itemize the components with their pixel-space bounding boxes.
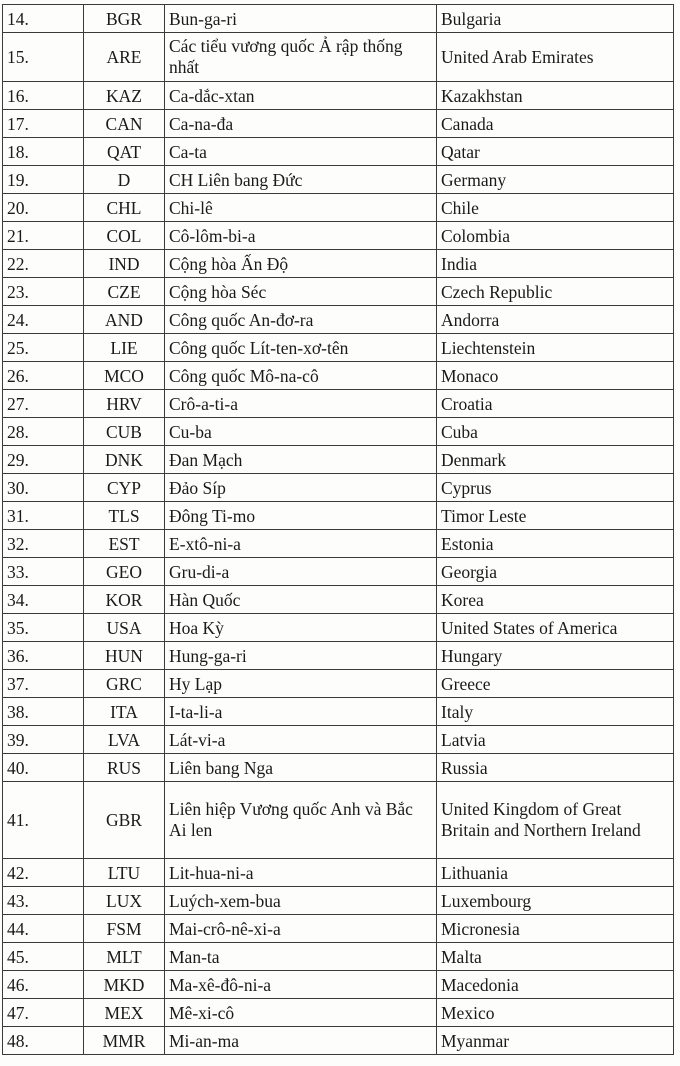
english-name: Chile <box>437 194 674 222</box>
country-code: MKD <box>84 971 165 999</box>
country-code: COL <box>84 222 165 250</box>
row-number: 17. <box>3 110 84 138</box>
vietnamese-name: Crô-a-ti-a <box>165 390 437 418</box>
row-number: 32. <box>3 530 84 558</box>
country-code: MMR <box>84 1027 165 1055</box>
vietnamese-name: Hoa Kỳ <box>165 614 437 642</box>
table-row <box>3 859 674 887</box>
country-code: LVA <box>84 726 165 754</box>
english-name: Cyprus <box>437 474 674 502</box>
table-row <box>3 418 674 446</box>
country-code: CZE <box>84 278 165 306</box>
row-number: 39. <box>3 726 84 754</box>
country-code: ITA <box>84 698 165 726</box>
row-number: 38. <box>3 698 84 726</box>
row-number: 34. <box>3 586 84 614</box>
vietnamese-name: Liên hiệp Vương quốc Anh và Bắc Ai len <box>165 782 437 859</box>
table-row <box>3 446 674 474</box>
english-name: Colombia <box>437 222 674 250</box>
english-name: Timor Leste <box>437 502 674 530</box>
vietnamese-name: Các tiểu vương quốc Ả rập thống nhất <box>165 33 437 82</box>
country-code: EST <box>84 530 165 558</box>
row-number: 29. <box>3 446 84 474</box>
country-code: IND <box>84 250 165 278</box>
country-code: CHL <box>84 194 165 222</box>
row-number: 21. <box>3 222 84 250</box>
country-code: KAZ <box>84 82 165 110</box>
vietnamese-name: Mai-crô-nê-xi-a <box>165 915 437 943</box>
table-row <box>3 166 674 194</box>
table-row <box>3 999 674 1027</box>
row-number: 19. <box>3 166 84 194</box>
english-name: Andorra <box>437 306 674 334</box>
table-row <box>3 474 674 502</box>
vietnamese-name: Cô-lôm-bi-a <box>165 222 437 250</box>
country-code: FSM <box>84 915 165 943</box>
vietnamese-name: E-xtô-ni-a <box>165 530 437 558</box>
row-number: 24. <box>3 306 84 334</box>
country-code: HUN <box>84 642 165 670</box>
table-row <box>3 138 674 166</box>
row-number: 28. <box>3 418 84 446</box>
english-name: Latvia <box>437 726 674 754</box>
english-name: Bulgaria <box>437 5 674 33</box>
country-code: GBR <box>84 782 165 859</box>
vietnamese-name: Lát-vi-a <box>165 726 437 754</box>
vietnamese-name: Ca-ta <box>165 138 437 166</box>
country-code: BGR <box>84 5 165 33</box>
country-code: DNK <box>84 446 165 474</box>
table-row <box>3 558 674 586</box>
country-code: MLT <box>84 943 165 971</box>
english-name: Cuba <box>437 418 674 446</box>
vietnamese-name: Ca-na-đa <box>165 110 437 138</box>
row-number: 43. <box>3 887 84 915</box>
country-code: HRV <box>84 390 165 418</box>
vietnamese-name: Bun-ga-ri <box>165 5 437 33</box>
table-row <box>3 670 674 698</box>
row-number: 40. <box>3 754 84 782</box>
table-row <box>3 222 674 250</box>
country-code: MEX <box>84 999 165 1027</box>
row-number: 41. <box>3 782 84 859</box>
country-code: CYP <box>84 474 165 502</box>
row-number: 42. <box>3 859 84 887</box>
row-number: 23. <box>3 278 84 306</box>
row-number: 46. <box>3 971 84 999</box>
vietnamese-name: Cu-ba <box>165 418 437 446</box>
english-name: Luxembourg <box>437 887 674 915</box>
english-name: United States of America <box>437 614 674 642</box>
vietnamese-name: Cộng hòa Ấn Độ <box>165 250 437 278</box>
table-row <box>3 971 674 999</box>
table-row <box>3 306 674 334</box>
english-name: Hungary <box>437 642 674 670</box>
row-number: 18. <box>3 138 84 166</box>
country-code-table <box>2 4 674 1055</box>
row-number: 14. <box>3 5 84 33</box>
english-name: Italy <box>437 698 674 726</box>
vietnamese-name: Công quốc An-đơ-ra <box>165 306 437 334</box>
vietnamese-name: Hàn Quốc <box>165 586 437 614</box>
table-row <box>3 194 674 222</box>
table-row <box>3 250 674 278</box>
table-row <box>3 586 674 614</box>
english-name: Estonia <box>437 530 674 558</box>
row-number: 30. <box>3 474 84 502</box>
table-row <box>3 782 674 859</box>
country-code: LUX <box>84 887 165 915</box>
row-number: 16. <box>3 82 84 110</box>
table-row <box>3 362 674 390</box>
english-name: United Arab Emirates <box>437 33 674 82</box>
english-name: Croatia <box>437 390 674 418</box>
vietnamese-name: Mê-xi-cô <box>165 999 437 1027</box>
vietnamese-name: Công quốc Lít-ten-xơ-tên <box>165 334 437 362</box>
row-number: 45. <box>3 943 84 971</box>
country-code: RUS <box>84 754 165 782</box>
country-code: AND <box>84 306 165 334</box>
table-row <box>3 698 674 726</box>
row-number: 36. <box>3 642 84 670</box>
row-number: 47. <box>3 999 84 1027</box>
table-row <box>3 334 674 362</box>
row-number: 22. <box>3 250 84 278</box>
country-code: QAT <box>84 138 165 166</box>
english-name: Canada <box>437 110 674 138</box>
english-name: Lithuania <box>437 859 674 887</box>
english-name: Denmark <box>437 446 674 474</box>
table-row <box>3 915 674 943</box>
table-row <box>3 642 674 670</box>
english-name: Malta <box>437 943 674 971</box>
vietnamese-name: Ca-dắc-xtan <box>165 82 437 110</box>
row-number: 48. <box>3 1027 84 1055</box>
vietnamese-name: Lit-hua-ni-a <box>165 859 437 887</box>
english-name: Kazakhstan <box>437 82 674 110</box>
vietnamese-name: CH Liên bang Đức <box>165 166 437 194</box>
vietnamese-name: Liên bang Nga <box>165 754 437 782</box>
table-row <box>3 110 674 138</box>
country-code: KOR <box>84 586 165 614</box>
table-row <box>3 5 674 33</box>
english-name: Russia <box>437 754 674 782</box>
table-row <box>3 614 674 642</box>
vietnamese-name: Cộng hòa Séc <box>165 278 437 306</box>
english-name: Qatar <box>437 138 674 166</box>
english-name: Greece <box>437 670 674 698</box>
english-name: Germany <box>437 166 674 194</box>
table-row <box>3 82 674 110</box>
vietnamese-name: Luých-xem-bua <box>165 887 437 915</box>
table-row <box>3 887 674 915</box>
table-row <box>3 33 674 82</box>
english-name: Liechtenstein <box>437 334 674 362</box>
english-name: Korea <box>437 586 674 614</box>
vietnamese-name: Mi-an-ma <box>165 1027 437 1055</box>
country-code: LIE <box>84 334 165 362</box>
country-code: LTU <box>84 859 165 887</box>
vietnamese-name: Hy Lạp <box>165 670 437 698</box>
english-name: Mexico <box>437 999 674 1027</box>
table-row <box>3 530 674 558</box>
country-code: CAN <box>84 110 165 138</box>
vietnamese-name: Đan Mạch <box>165 446 437 474</box>
row-number: 26. <box>3 362 84 390</box>
vietnamese-name: Gru-di-a <box>165 558 437 586</box>
english-name: Myanmar <box>437 1027 674 1055</box>
vietnamese-name: Ma-xê-đô-ni-a <box>165 971 437 999</box>
table-row <box>3 1027 674 1055</box>
row-number: 20. <box>3 194 84 222</box>
vietnamese-name: Đảo Síp <box>165 474 437 502</box>
row-number: 15. <box>3 33 84 82</box>
english-name: United Kingdom of Great Britain and Northern Ireland <box>437 782 674 859</box>
row-number: 35. <box>3 614 84 642</box>
row-number: 31. <box>3 502 84 530</box>
table-row <box>3 278 674 306</box>
row-number: 33. <box>3 558 84 586</box>
vietnamese-name: Man-ta <box>165 943 437 971</box>
country-code: CUB <box>84 418 165 446</box>
table-row <box>3 754 674 782</box>
english-name: Micronesia <box>437 915 674 943</box>
country-code: ARE <box>84 33 165 82</box>
country-code: GEO <box>84 558 165 586</box>
vietnamese-name: Công quốc Mô-na-cô <box>165 362 437 390</box>
row-number: 44. <box>3 915 84 943</box>
table-row <box>3 726 674 754</box>
row-number: 27. <box>3 390 84 418</box>
english-name: Georgia <box>437 558 674 586</box>
vietnamese-name: Hung-ga-ri <box>165 642 437 670</box>
row-number: 25. <box>3 334 84 362</box>
country-code: TLS <box>84 502 165 530</box>
english-name: India <box>437 250 674 278</box>
country-code: GRC <box>84 670 165 698</box>
english-name: Macedonia <box>437 971 674 999</box>
table-body <box>3 5 674 1055</box>
vietnamese-name: Chi-lê <box>165 194 437 222</box>
country-code: USA <box>84 614 165 642</box>
table-row <box>3 390 674 418</box>
table-row <box>3 943 674 971</box>
table-row <box>3 502 674 530</box>
english-name: Monaco <box>437 362 674 390</box>
country-code: MCO <box>84 362 165 390</box>
row-number: 37. <box>3 670 84 698</box>
english-name: Czech Republic <box>437 278 674 306</box>
country-code: D <box>84 166 165 194</box>
vietnamese-name: Đông Ti-mo <box>165 502 437 530</box>
vietnamese-name: I-ta-li-a <box>165 698 437 726</box>
